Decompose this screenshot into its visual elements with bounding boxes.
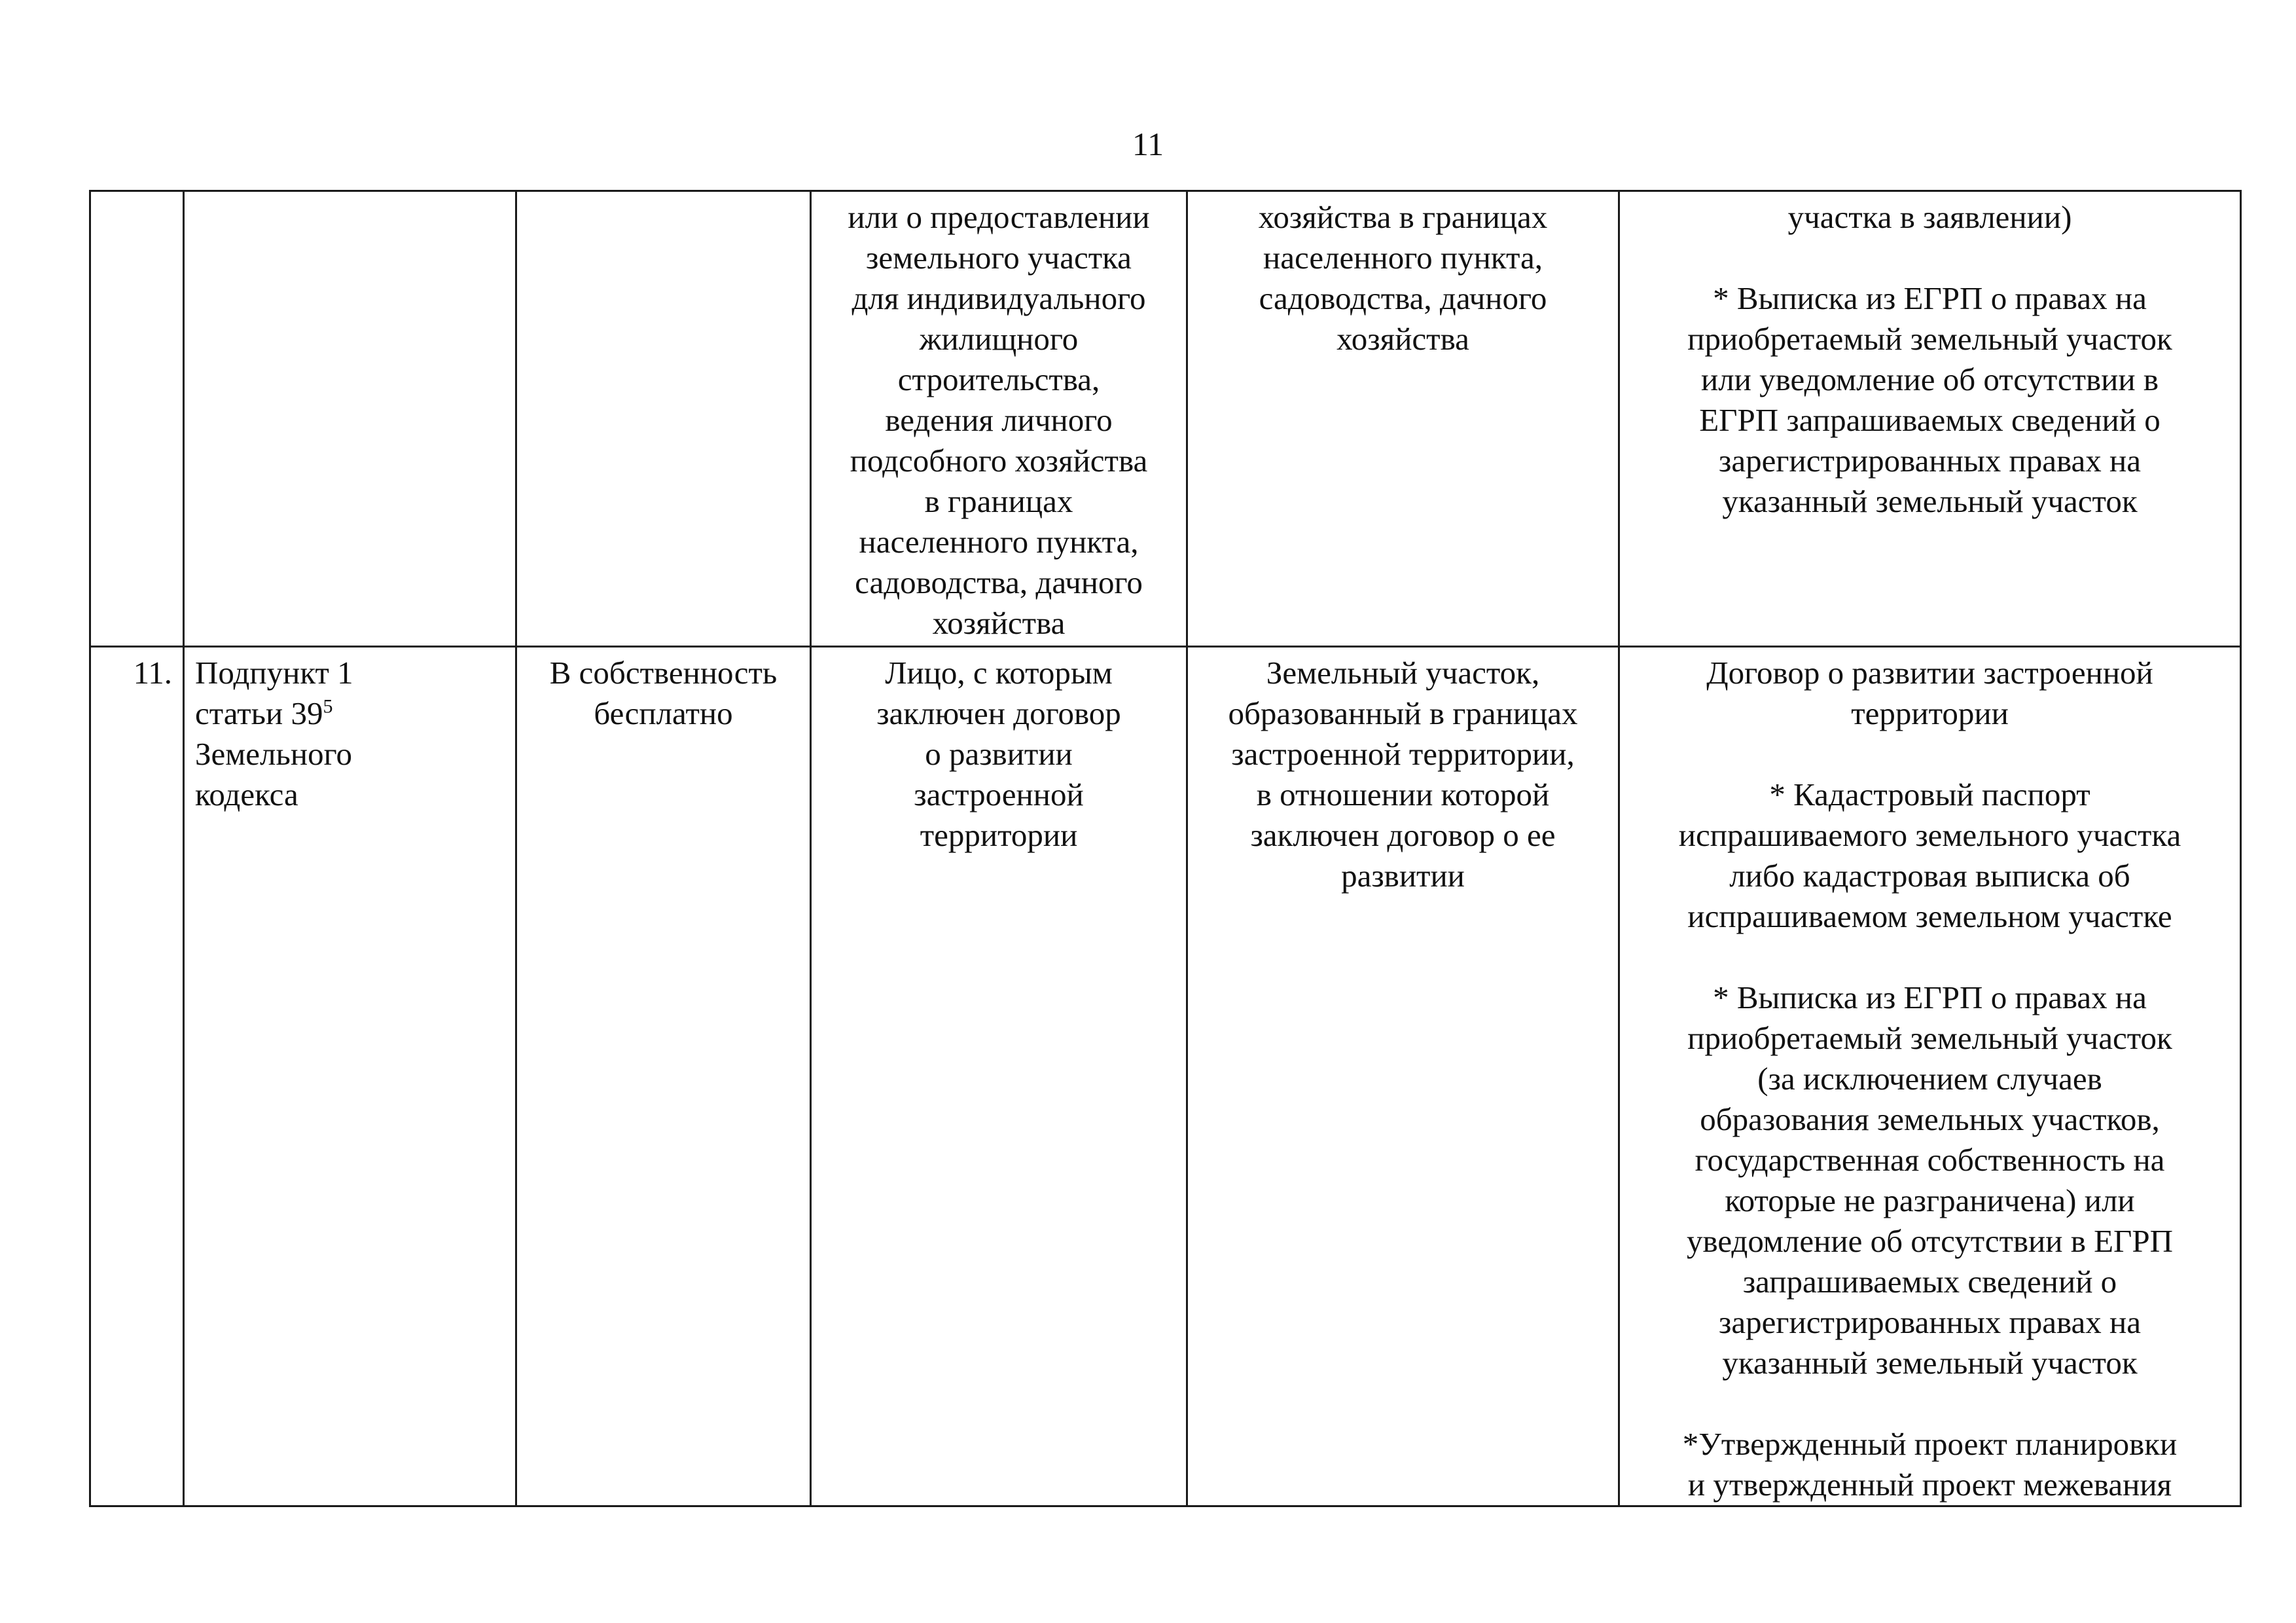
applicant-line: территории [920, 817, 1078, 853]
applicant-line: населенного пункта, [859, 524, 1139, 560]
documents-line: зарегистрированных правах на [1719, 443, 2141, 479]
cell-article [184, 191, 516, 647]
documents-line: и утвержденный проект межевания [1687, 1467, 2172, 1503]
documents-line: * Выписка из ЕГРП о правах на [1713, 979, 2147, 1015]
documents-line: ЕГРП запрашиваемых сведений о [1699, 402, 2161, 438]
article-superscript: 5 [323, 695, 333, 718]
cell-applicant [811, 647, 1187, 1506]
applicant-line: застроенной [914, 776, 1084, 812]
applicant-line: ведения личного [885, 402, 1113, 438]
documents-line: *Утвержденный проект планировки [1682, 1426, 2178, 1462]
plot-line: хозяйства в границах [1258, 199, 1548, 235]
applicant-line: в границах [924, 483, 1073, 519]
applicant-line: для индивидуального [852, 280, 1146, 316]
article-line: кодекса [195, 776, 298, 812]
documents-line: * Выписка из ЕГРП о правах на [1713, 280, 2147, 316]
documents-line: приобретаемый земельный участок [1687, 1020, 2172, 1056]
cell-documents [1619, 647, 2241, 1506]
documents-line: приобретаемый земельный участок [1687, 321, 2172, 357]
applicant-line: о развитии [925, 736, 1073, 772]
documents-line: испрашиваемого земельного участка [1678, 817, 2181, 853]
documents-line: указанный земельный участок [1722, 483, 2138, 519]
documents-line: * Кадастровый паспорт [1769, 776, 2090, 812]
cell-applicant [811, 191, 1187, 647]
applicant-line: земельного участка [866, 240, 1132, 276]
applicant-line: жилищного [919, 321, 1079, 357]
cell-article [184, 647, 516, 1506]
cell-form [516, 647, 811, 1506]
documents-line: или уведомление об отсутствии в [1700, 361, 2159, 397]
page-number: 11 [1132, 126, 1164, 162]
documents-line: уведомление об отсутствии в ЕГРП [1686, 1223, 2174, 1259]
cell-number [90, 191, 184, 647]
documents-line: запрашиваемых сведений о [1742, 1264, 2117, 1300]
documents-line: испрашиваемом земельном участке [1687, 898, 2172, 934]
article-line [195, 693, 505, 734]
plot-line: хозяйства [1336, 321, 1469, 357]
cell-documents [1619, 191, 2241, 647]
form-line: В собственность [549, 655, 778, 691]
documents-line: (за исключением случаев [1757, 1061, 2102, 1097]
applicant-line: садоводства, дачного [855, 564, 1143, 600]
plot-line: в отношении которой [1256, 776, 1550, 812]
cell-plot [1187, 191, 1619, 647]
row-number: 11. [133, 655, 172, 691]
cell-form [516, 191, 811, 647]
applicant-line: подсобного хозяйства [850, 443, 1148, 479]
article-line: Подпункт 1 [195, 655, 353, 691]
documents-line: участка в заявлении) [1787, 199, 2072, 235]
plot-line: садоводства, дачного [1259, 280, 1547, 316]
applicant-line: строительства, [897, 361, 1100, 397]
documents-line: территории [1851, 695, 2009, 731]
article-text: статьи 39 [195, 695, 323, 731]
land-plot-table [89, 190, 2242, 1507]
plot-line: Земельный участок, [1266, 655, 1540, 691]
cell-number [90, 647, 184, 1506]
documents-line: зарегистрированных правах на [1719, 1304, 2141, 1340]
documents-line: указанный земельный участок [1722, 1345, 2138, 1381]
documents-line: образования земельных участков, [1700, 1101, 2160, 1137]
plot-line: образованный в границах [1228, 695, 1578, 731]
article-line: Земельного [195, 736, 352, 772]
applicant-line: или о предоставлении [848, 199, 1150, 235]
applicant-line: Лицо, с которым [885, 655, 1113, 691]
plot-line: застроенной территории, [1231, 736, 1575, 772]
plot-line: заключен договор о ее [1250, 817, 1556, 853]
documents-line: государственная собственность на [1695, 1142, 2165, 1178]
form-line: бесплатно [594, 695, 733, 731]
applicant-line: заключен договор [876, 695, 1121, 731]
documents-line: либо кадастровая выписка об [1729, 858, 2130, 894]
plot-line: развитии [1341, 858, 1465, 894]
applicant-line: хозяйства [932, 605, 1066, 641]
table-row [90, 191, 2241, 647]
plot-line: населенного пункта, [1263, 240, 1543, 276]
documents-line: которые не разграничена) или [1725, 1182, 2135, 1218]
table-row [90, 647, 2241, 1506]
cell-plot [1187, 647, 1619, 1506]
documents-line: Договор о развитии застроенной [1706, 655, 2153, 691]
